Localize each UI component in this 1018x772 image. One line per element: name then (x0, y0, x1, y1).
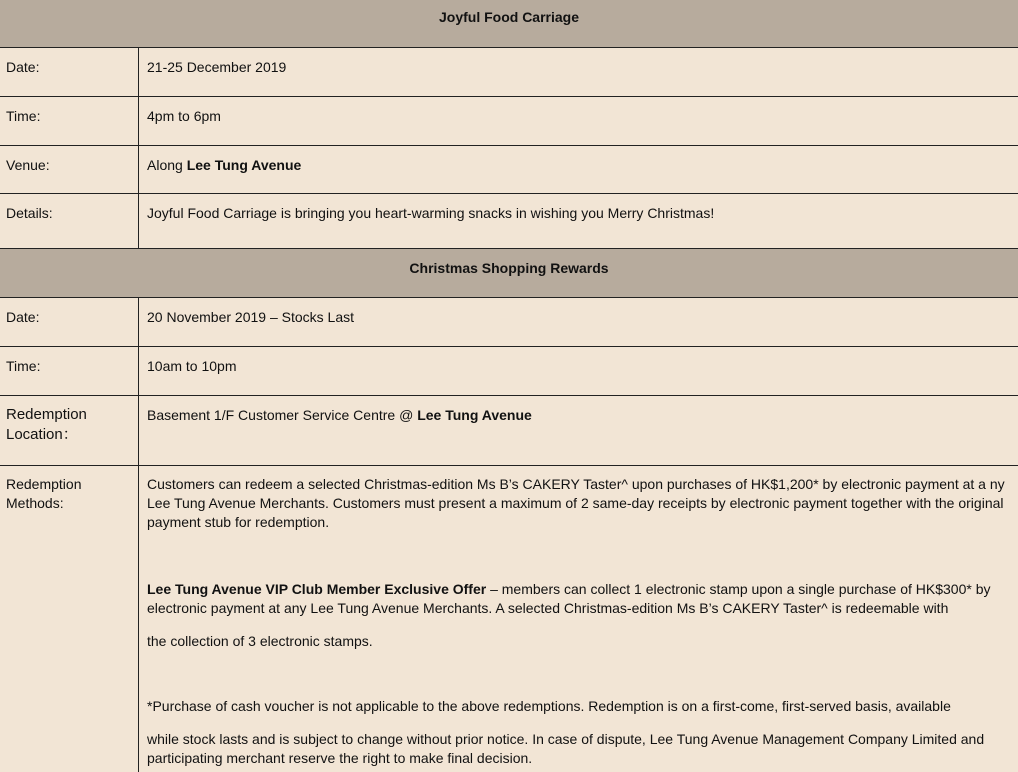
section-header-joyful-food-carriage (0, 0, 1018, 48)
row-time (0, 96, 1018, 145)
row-redemption-location (0, 395, 1018, 466)
method-paragraph (147, 580, 1014, 618)
method-paragraph: Customers can redeem a selected Christmas-edition Ms B’s CAKERY Taster^ upon purchases of HK$1,200* by electronic payment at a ny Lee Tung Avenue Merchants. Customers must present a maximum of 2 same-day receipts by electronic payment together with the original payment stub for redemption. (147, 476, 1005, 530)
row-value (147, 406, 1012, 425)
vip-offer-text: – members can collect 1 electronic stamp upon a single purchase of HK$300* by electronic payment at any Lee Tung Avenue Merchants. A selected Christmas-edition Ms B’s CAKERY Taster^ is redeemable with (147, 581, 991, 616)
row-label: Venue: (6, 157, 50, 173)
row-details (0, 193, 1018, 249)
row-label-line: Methods: (6, 495, 64, 511)
row-label: Time: (6, 358, 41, 374)
row-value: 4pm to 6pm (147, 108, 221, 124)
section-header-christmas-shopping-rewards (0, 248, 1018, 298)
row-label: Date: (6, 59, 40, 75)
row-redemption-methods (0, 465, 1018, 772)
row-label (6, 405, 134, 445)
row-value: 10am to 10pm (147, 358, 237, 374)
row-value: 20 November 2019 – Stocks Last (147, 309, 355, 325)
vip-offer-title: Lee Tung Avenue VIP Club Member Exclusive Offer (147, 581, 487, 597)
location-prefix: Basement 1/F Customer Service Centre @ (147, 407, 418, 423)
row-date (0, 298, 1018, 347)
method-paragraph: the collection of 3 electronic stamps. (147, 633, 373, 649)
row-label: Date: (6, 309, 40, 325)
row-label (6, 475, 134, 513)
row-time (0, 346, 1018, 395)
method-paragraph: *Purchase of cash voucher is not applicable to the above redemptions. Redemption is on a first-come, first-served basis, available (147, 698, 951, 714)
venue-name: Lee Tung Avenue (186, 157, 302, 173)
location-name: Lee Tung Avenue (417, 407, 532, 423)
row-date (0, 48, 1018, 97)
row-venue (0, 145, 1018, 194)
row-label: Details: (6, 205, 53, 221)
row-value: 21-25 December 2019 (147, 59, 287, 75)
column-divider (138, 298, 139, 772)
method-paragraph: while stock lasts and is subject to change without prior notice. In case of dispute, Lee Tung Avenue Management Company Limited and participating merchant reserve the right to make final decision. (147, 731, 985, 766)
row-label: Time: (6, 108, 41, 124)
venue-prefix: Along (147, 157, 187, 173)
row-label-line: Redemption (6, 406, 87, 423)
column-divider (138, 48, 139, 248)
section-title: Christmas Shopping Rewards (409, 260, 609, 276)
row-label-line: Location： (6, 426, 78, 443)
section-title: Joyful Food Carriage (438, 9, 580, 25)
row-value: Joyful Food Carriage is bringing you heart-warming snacks in wishing you Merry Christmas! (147, 205, 715, 221)
row-label-line: Redemption (6, 476, 82, 492)
row-value (147, 156, 1012, 175)
